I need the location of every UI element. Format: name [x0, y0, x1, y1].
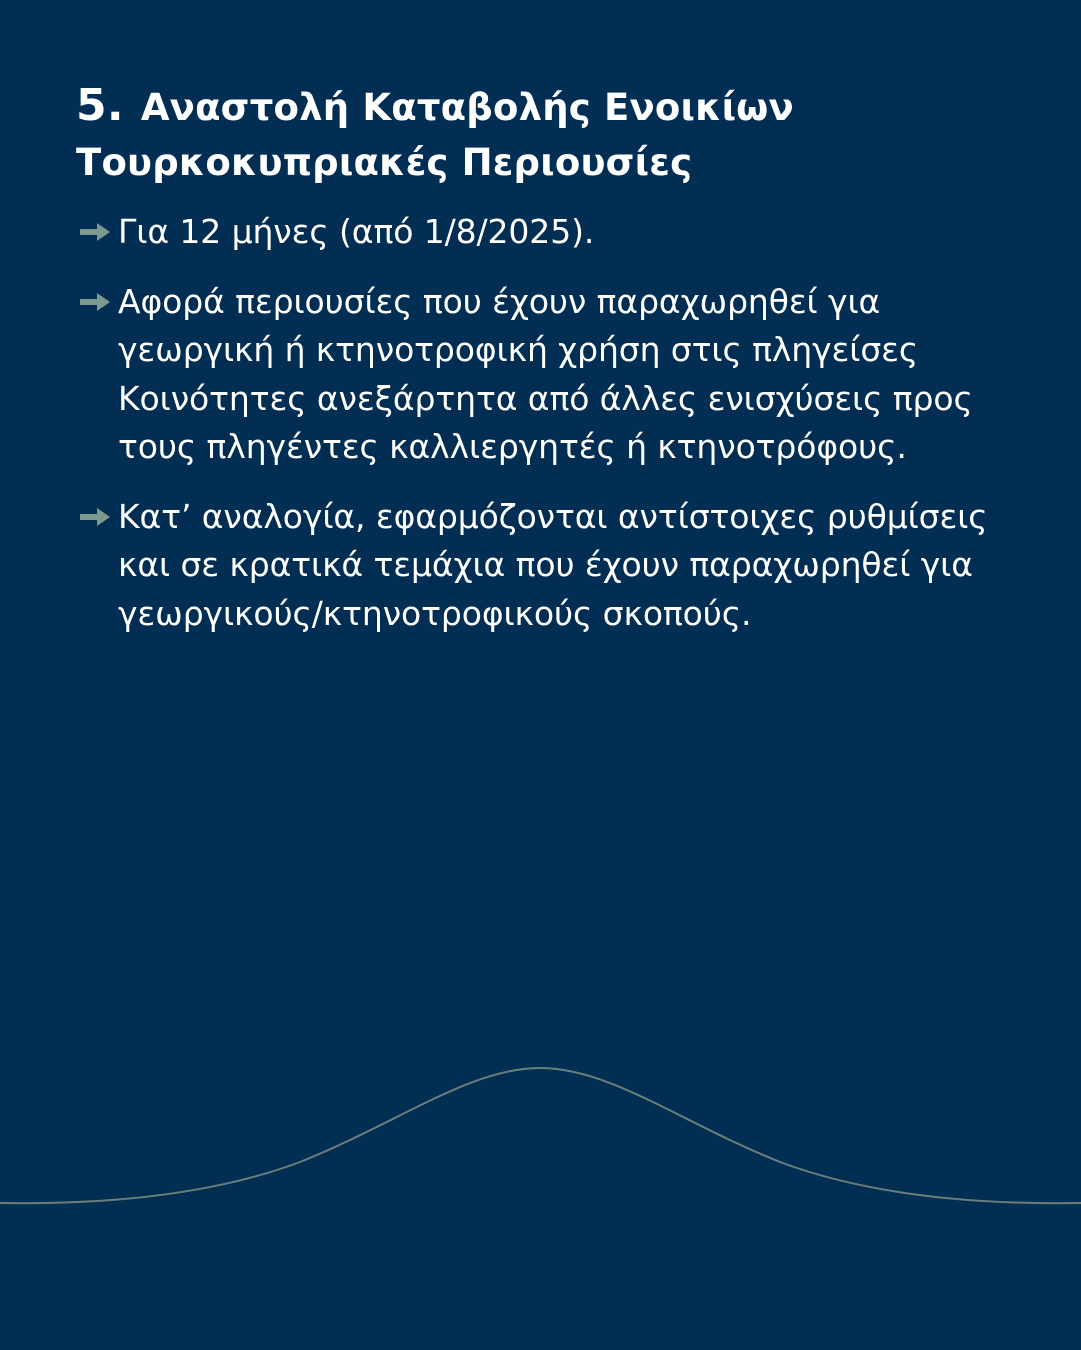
- bullet-text: Αφορά περιουσίες που έχουν παραχωρηθεί για γεωργική ή κτηνοτροφική χρήση στις πληγείσες Κοινότητες ανεξάρτητα από άλλες ενισχύσεις προς τους πληγέντες καλλιεργητές ή κτηνοτρόφους.: [118, 281, 973, 466]
- list-item: [78, 493, 1038, 639]
- arrow-right-icon: [78, 291, 112, 313]
- arrow-right-icon: [78, 221, 112, 243]
- title-text-2: Τουρκοκυπριακές Περιουσίες: [76, 141, 693, 184]
- bullet-list: [78, 208, 1038, 659]
- page-title: [76, 78, 794, 190]
- list-item: [78, 208, 1038, 257]
- section-number: 5.: [76, 80, 124, 131]
- bullet-text: Για 12 μήνες (από 1/8/2025).: [118, 212, 595, 251]
- wave-divider: [0, 1050, 1081, 1230]
- title-line-1: [76, 78, 794, 135]
- arrow-right-icon: [78, 506, 112, 528]
- bullet-text: Κατ’ αναλογία, εφαρμόζονται αντίστοιχες ρυθμίσεις και σε κρατικά τεμάχια που έχουν παραχωρηθεί για γεωργικούς/κτηνοτροφικούς σκοπούς.: [118, 496, 988, 633]
- title-text-1: Αναστολή Καταβολής Ενοικίων: [140, 86, 794, 129]
- list-item: [78, 278, 1038, 472]
